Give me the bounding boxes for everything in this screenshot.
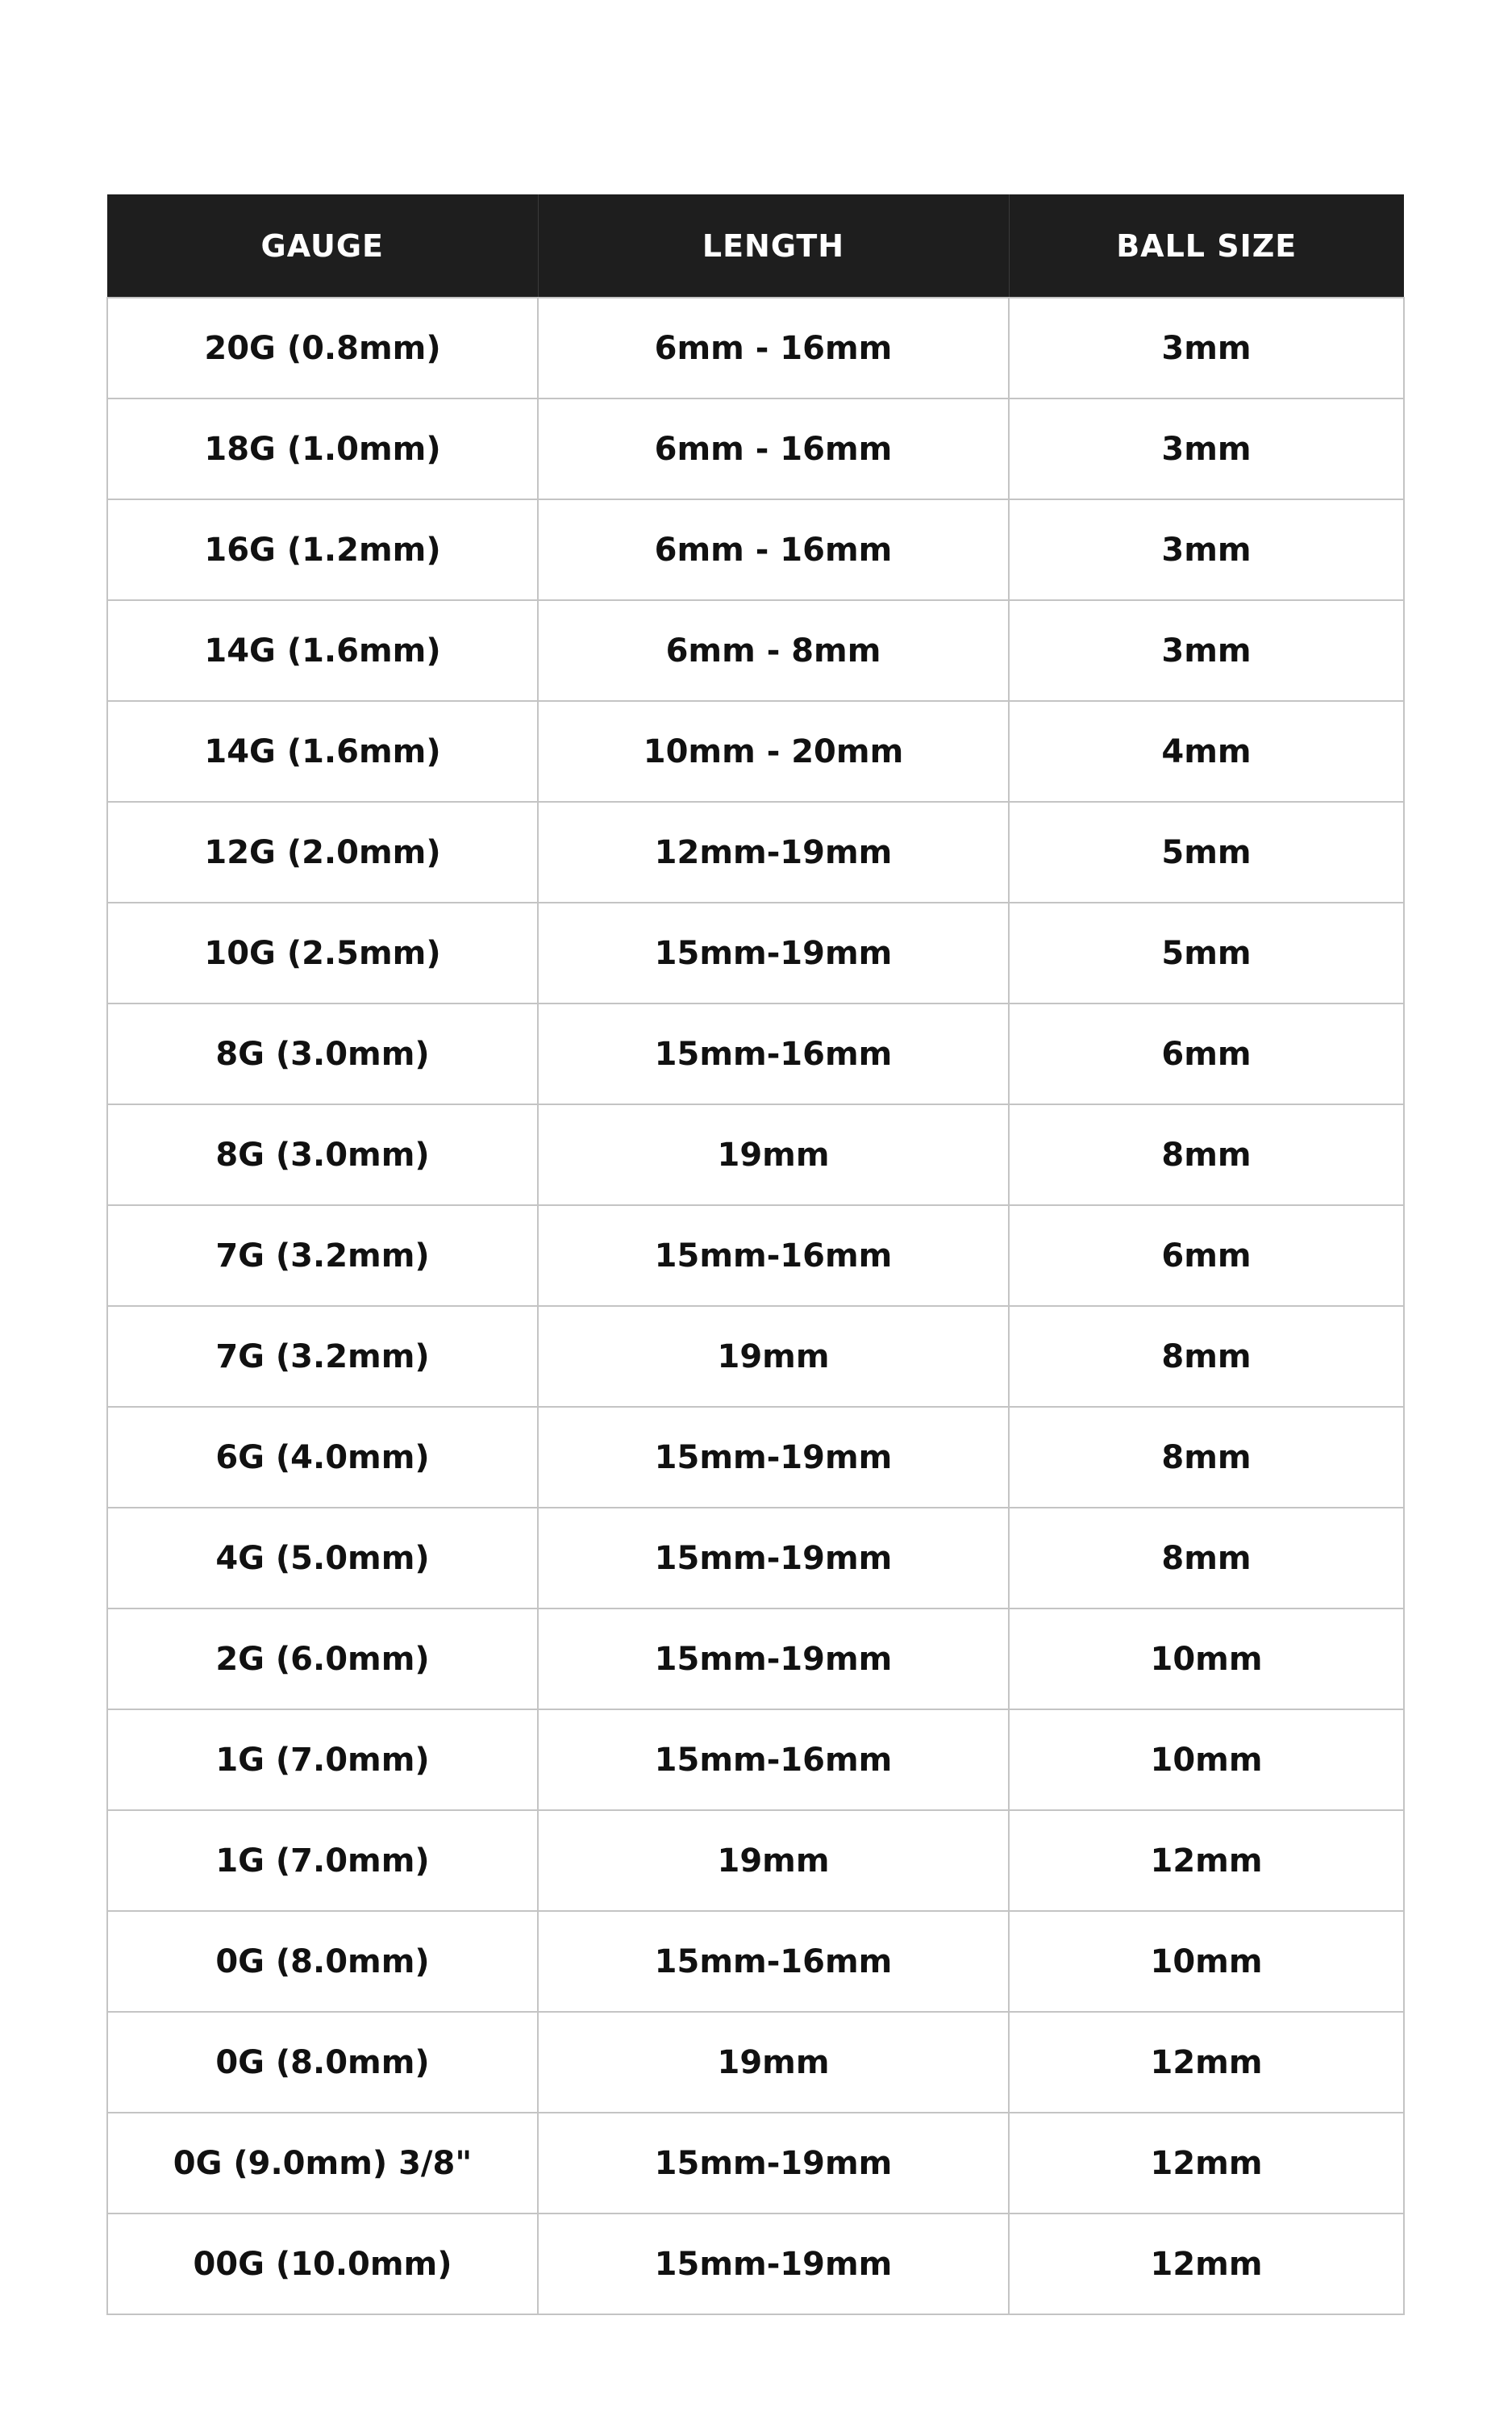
length-cell: 15mm-19mm — [538, 1407, 1009, 1508]
table-row — [107, 298, 1404, 398]
ball-size-cell: 3mm — [1009, 298, 1404, 398]
length-cell: 15mm-16mm — [538, 1709, 1009, 1810]
length-cell: 15mm-19mm — [538, 2213, 1009, 2314]
ball-size-cell: 3mm — [1009, 600, 1404, 701]
gauge-cell: 20G (0.8mm) — [107, 298, 538, 398]
header-row — [107, 194, 1404, 298]
gauge-cell: 14G (1.6mm) — [107, 600, 538, 701]
table-row — [107, 398, 1404, 499]
ball-size-cell: 8mm — [1009, 1306, 1404, 1407]
gauge-cell: 8G (3.0mm) — [107, 1104, 538, 1205]
length-cell: 6mm - 16mm — [538, 298, 1009, 398]
length-cell: 12mm-19mm — [538, 802, 1009, 903]
gauge-cell: 0G (8.0mm) — [107, 2012, 538, 2113]
table-row — [107, 1508, 1404, 1608]
header-length: LENGTH — [538, 194, 1009, 298]
ball-size-cell: 6mm — [1009, 1205, 1404, 1306]
table-row — [107, 1709, 1404, 1810]
ball-size-cell: 3mm — [1009, 398, 1404, 499]
length-cell: 6mm - 16mm — [538, 398, 1009, 499]
ball-size-cell: 6mm — [1009, 1003, 1404, 1104]
gauge-cell: 6G (4.0mm) — [107, 1407, 538, 1508]
gauge-cell: 8G (3.0mm) — [107, 1003, 538, 1104]
gauge-cell: 0G (9.0mm) 3/8" — [107, 2113, 538, 2213]
table-row — [107, 2113, 1404, 2213]
ball-size-cell: 10mm — [1009, 1709, 1404, 1810]
gauge-cell: 16G (1.2mm) — [107, 499, 538, 600]
table-row — [107, 1608, 1404, 1709]
table-row — [107, 2213, 1404, 2314]
header-ball-size: BALL SIZE — [1009, 194, 1404, 298]
gauge-cell: 7G (3.2mm) — [107, 1306, 538, 1407]
table-row — [107, 1104, 1404, 1205]
ball-size-cell: 5mm — [1009, 802, 1404, 903]
gauge-cell: 2G (6.0mm) — [107, 1608, 538, 1709]
length-cell: 15mm-16mm — [538, 1003, 1009, 1104]
length-cell: 19mm — [538, 1104, 1009, 1205]
ball-size-cell: 10mm — [1009, 1608, 1404, 1709]
gauge-cell: 12G (2.0mm) — [107, 802, 538, 903]
gauge-cell: 14G (1.6mm) — [107, 701, 538, 802]
table-row — [107, 1306, 1404, 1407]
table-row — [107, 1003, 1404, 1104]
gauge-cell: 0G (8.0mm) — [107, 1911, 538, 2012]
table-row — [107, 1911, 1404, 2012]
length-cell: 19mm — [538, 1810, 1009, 1911]
length-cell: 6mm - 16mm — [538, 499, 1009, 600]
length-cell: 15mm-19mm — [538, 1508, 1009, 1608]
header-gauge: GAUGE — [107, 194, 538, 298]
table-row — [107, 499, 1404, 600]
table-body — [107, 298, 1404, 2314]
ball-size-cell: 12mm — [1009, 2113, 1404, 2213]
table-row — [107, 1407, 1404, 1508]
ball-size-cell: 12mm — [1009, 1810, 1404, 1911]
length-cell: 15mm-16mm — [538, 1205, 1009, 1306]
table-row — [107, 903, 1404, 1003]
gauge-cell: 10G (2.5mm) — [107, 903, 538, 1003]
table-row — [107, 701, 1404, 802]
table-row — [107, 802, 1404, 903]
gauge-cell: 18G (1.0mm) — [107, 398, 538, 499]
length-cell: 10mm - 20mm — [538, 701, 1009, 802]
ball-size-cell: 5mm — [1009, 903, 1404, 1003]
ball-size-cell: 4mm — [1009, 701, 1404, 802]
gauge-cell: 00G (10.0mm) — [107, 2213, 538, 2314]
ball-size-cell: 8mm — [1009, 1407, 1404, 1508]
length-cell: 6mm - 8mm — [538, 600, 1009, 701]
table-row — [107, 600, 1404, 701]
gauge-size-table — [106, 194, 1405, 2315]
gauge-cell: 7G (3.2mm) — [107, 1205, 538, 1306]
length-cell: 15mm-19mm — [538, 2113, 1009, 2213]
ball-size-cell: 12mm — [1009, 2213, 1404, 2314]
gauge-cell: 1G (7.0mm) — [107, 1709, 538, 1810]
length-cell: 15mm-16mm — [538, 1911, 1009, 2012]
table-row — [107, 1810, 1404, 1911]
table-header — [107, 194, 1404, 298]
length-cell: 19mm — [538, 1306, 1009, 1407]
length-cell: 19mm — [538, 2012, 1009, 2113]
ball-size-cell: 8mm — [1009, 1508, 1404, 1608]
gauge-cell: 4G (5.0mm) — [107, 1508, 538, 1608]
ball-size-cell: 3mm — [1009, 499, 1404, 600]
ball-size-cell: 8mm — [1009, 1104, 1404, 1205]
ball-size-cell: 10mm — [1009, 1911, 1404, 2012]
ball-size-cell: 12mm — [1009, 2012, 1404, 2113]
gauge-cell: 1G (7.0mm) — [107, 1810, 538, 1911]
length-cell: 15mm-19mm — [538, 903, 1009, 1003]
length-cell: 15mm-19mm — [538, 1608, 1009, 1709]
table-row — [107, 2012, 1404, 2113]
table-row — [107, 1205, 1404, 1306]
